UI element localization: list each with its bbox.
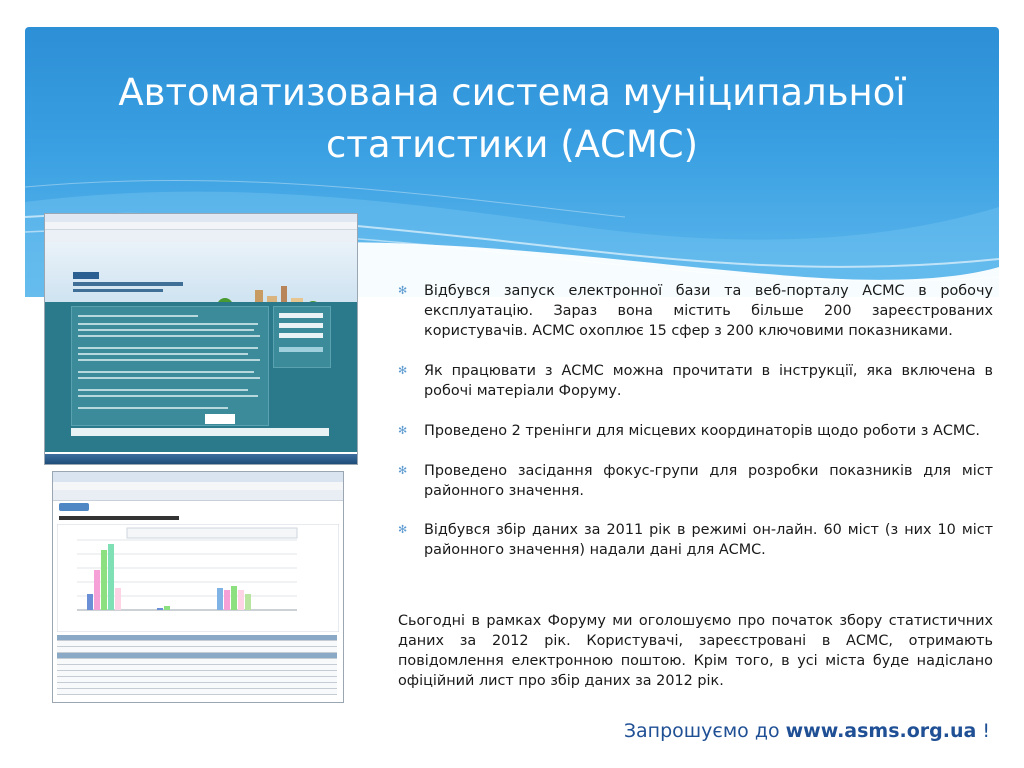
flower-asterisk-icon: ✻ [398, 364, 408, 377]
text-line [78, 353, 248, 355]
invitation-line [400, 719, 990, 743]
translate-toolbar [53, 490, 343, 501]
asms-portal-screenshot [44, 213, 358, 465]
logo-text-line [73, 289, 163, 292]
login-field [279, 333, 323, 338]
report-data-table [57, 635, 337, 695]
report-caption [59, 516, 179, 520]
list-item [398, 421, 993, 441]
login-field [279, 313, 323, 318]
slide-title [25, 67, 999, 171]
text-line [78, 395, 258, 397]
report-bar-chart [57, 524, 339, 632]
website-link[interactable]: www.asms.org.ua [785, 720, 977, 742]
flower-asterisk-icon: ✻ [398, 523, 408, 536]
portal-footer [71, 428, 329, 436]
text-line [78, 323, 258, 325]
logo-text-line [73, 282, 183, 286]
list-item-text: Як працювати з АСМС можна прочитати в інструкції, яка включена в робочі матеріали Форуму. [424, 363, 993, 399]
portal-header [45, 242, 357, 302]
text-line [78, 359, 260, 361]
print-button [59, 503, 89, 511]
text-line [78, 335, 260, 337]
list-item [398, 361, 993, 401]
title-line-1: Автоматизована система муніципальної [118, 71, 906, 114]
achievements-list [398, 281, 993, 579]
browser-titlebar [45, 214, 357, 222]
list-item-text: Проведено засідання фокус-групи для розробки показників для міст районного значення. [424, 463, 993, 499]
text-line [78, 407, 228, 409]
text-line [78, 371, 254, 373]
title-line-2: статистики (АСМС) [325, 123, 699, 166]
list-item [398, 281, 993, 341]
asms-report-screenshot [52, 471, 344, 703]
list-item-text: Проведено 2 тренінги для місцевих координаторів щодо роботи з АСМС. [424, 423, 980, 439]
partner-logo [205, 414, 235, 424]
list-item [398, 520, 993, 560]
asms-logo [73, 272, 99, 279]
text-line [78, 389, 248, 391]
text-line [78, 329, 254, 331]
browser-titlebar [53, 472, 343, 482]
login-panel [273, 306, 331, 368]
list-item [398, 461, 993, 501]
login-field [279, 323, 323, 328]
text-line [78, 377, 260, 379]
windows-taskbar [45, 454, 357, 464]
text-line [78, 315, 198, 317]
text-line [78, 347, 258, 349]
invite-suffix: ! [976, 720, 990, 742]
login-button [279, 347, 323, 352]
flower-asterisk-icon: ✻ [398, 424, 408, 437]
list-item-text: Відбувся збір даних за 2011 рік в режимі он-лайн. 60 міст (з них 10 міст районного значення) надали дані для АСМС. [424, 522, 993, 558]
browser-menubar [45, 222, 357, 230]
flower-asterisk-icon: ✻ [398, 284, 408, 297]
flower-asterisk-icon: ✻ [398, 464, 408, 477]
welcome-panel [71, 306, 269, 426]
announcement-paragraph: Сьогодні в рамках Форуму ми оголошуємо про початок збору статистичних даних за 2012 рік. Користувачі, зареєстровані в АСМС, отримають повідомлення електронною поштою. Крім того, в усі міста буде надіслано офіційний лист про збір даних за 2012 рік. [398, 613, 993, 689]
list-item-text: Відбувся запуск електронної бази та веб-порталу АСМС в робочу експлуатацію. Зараз вона містить більше 200 зареєстрованих користувачів. АСМС охоплює 15 сфер з 200 ключовими показниками. [424, 283, 993, 339]
invite-prefix: Запрошуємо до [623, 720, 786, 742]
